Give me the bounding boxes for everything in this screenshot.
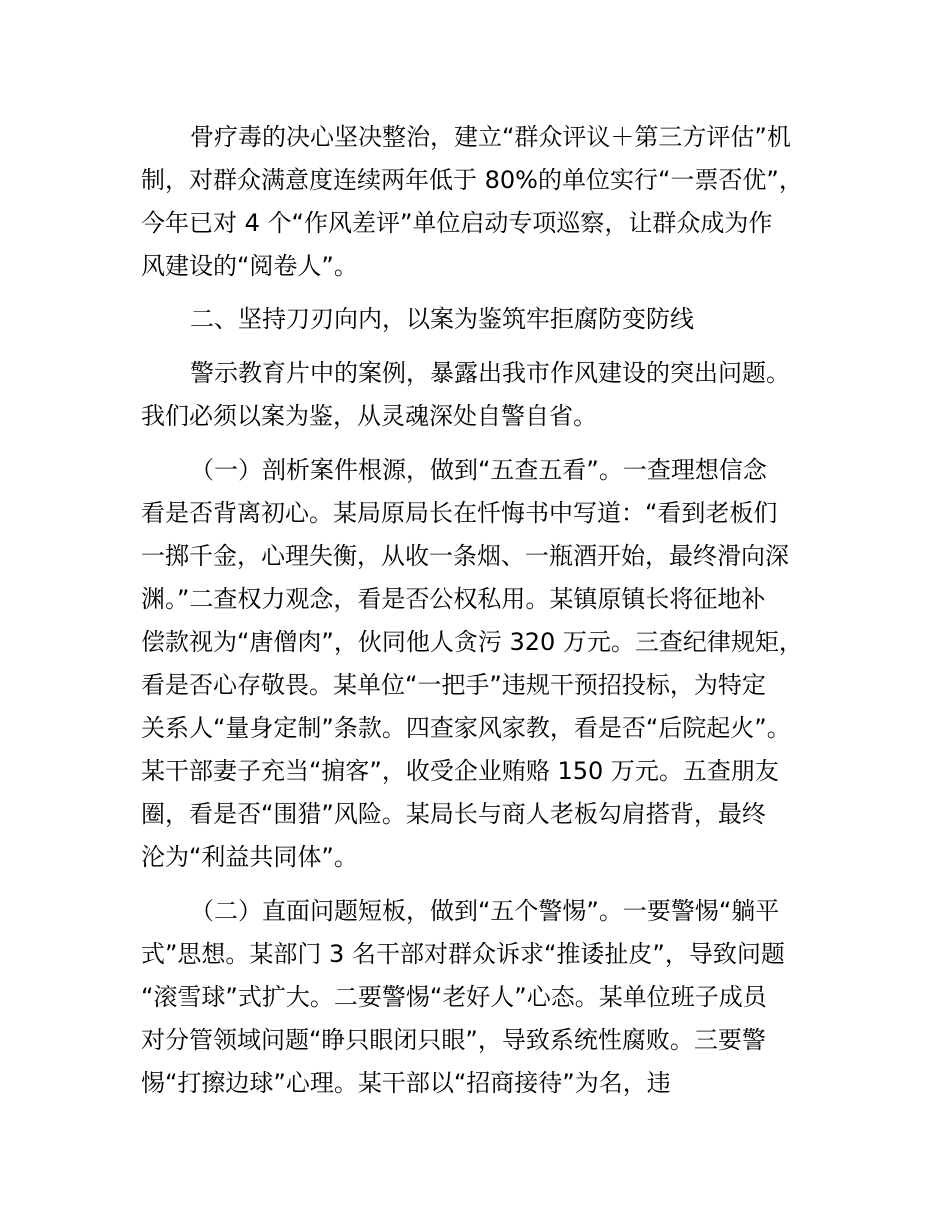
paragraph-line: 今年已对 4 个“作风差评”单位启动专项巡察，让群众成为作 bbox=[141, 209, 773, 237]
paragraph-line: 关系人“量身定制”条款。四查家风家教，看是否“后院起火”。 bbox=[141, 714, 791, 742]
paragraph-line: 我们必须以案为鉴，从灵魂深处自警自省。 bbox=[141, 402, 597, 430]
paragraph-line: 偿款视为“唐僧肉”，伙同他人贪污 320 万元。三查纪律规矩， bbox=[141, 628, 803, 656]
paragraph-line: 风建设的“阅卷人”。 bbox=[141, 252, 358, 280]
paragraph-line: 看是否心存敬畏。某单位“一把手”违规干预招投标，为特定 bbox=[141, 671, 766, 699]
paragraph-line: （一）剖析案件根源，做到“五查五看”。一查理想信念 bbox=[190, 456, 767, 484]
paragraph-line: 骨疗毒的决心坚决整治，建立“群众评议＋第三方评估”机 bbox=[190, 123, 791, 151]
paragraph-line: 警示教育片中的案例，暴露出我市作风建设的突出问题。 bbox=[190, 359, 790, 387]
paragraph-line: 圈，看是否“围猎”风险。某局长与商人老板勾肩搭背，最终 bbox=[141, 800, 766, 828]
paragraph-line: 看是否背离初心。某局原局长在忏悔书中写道：“看到老板们 bbox=[141, 499, 778, 527]
paragraph-line: （二）直面问题短板，做到“五个警惕”。一要警惕“躺平 bbox=[190, 897, 780, 925]
paragraph-line: 惕“打擦边球”心理。某干部以“招商接待”为名，违 bbox=[141, 1069, 671, 1097]
paragraph-line: 沦为“利益共同体”。 bbox=[141, 843, 358, 871]
paragraph-line: 对分管领域问题“睁只眼闭只眼”，导致系统性腐败。三要警 bbox=[141, 1026, 766, 1054]
paragraph-line: 某干部妻子充当“掮客”，收受企业贿赂 150 万元。五查朋友 bbox=[141, 757, 779, 785]
section-heading: 二、坚持刀刃向内，以案为鉴筑牢拒腐防变防线 bbox=[190, 305, 694, 333]
paragraph-line: “滚雪球”式扩大。二要警惕“老好人”心态。某单位班子成员 bbox=[141, 983, 767, 1011]
paragraph-line: 一掷千金，心理失衡，从收一条烟、一瓶酒开始，最终滑向深 bbox=[141, 542, 789, 570]
paragraph-line: 渊。”二查权力观念，看是否公权私用。某镇原镇长将征地补 bbox=[141, 585, 766, 613]
paragraph-line: 制，对群众满意度连续两年低于 80%的单位实行“一票否优”， bbox=[141, 166, 803, 194]
paragraph-line: 式”思想。某部门 3 名干部对群众诉求“推诿扯皮”，导致问题 bbox=[141, 940, 785, 968]
